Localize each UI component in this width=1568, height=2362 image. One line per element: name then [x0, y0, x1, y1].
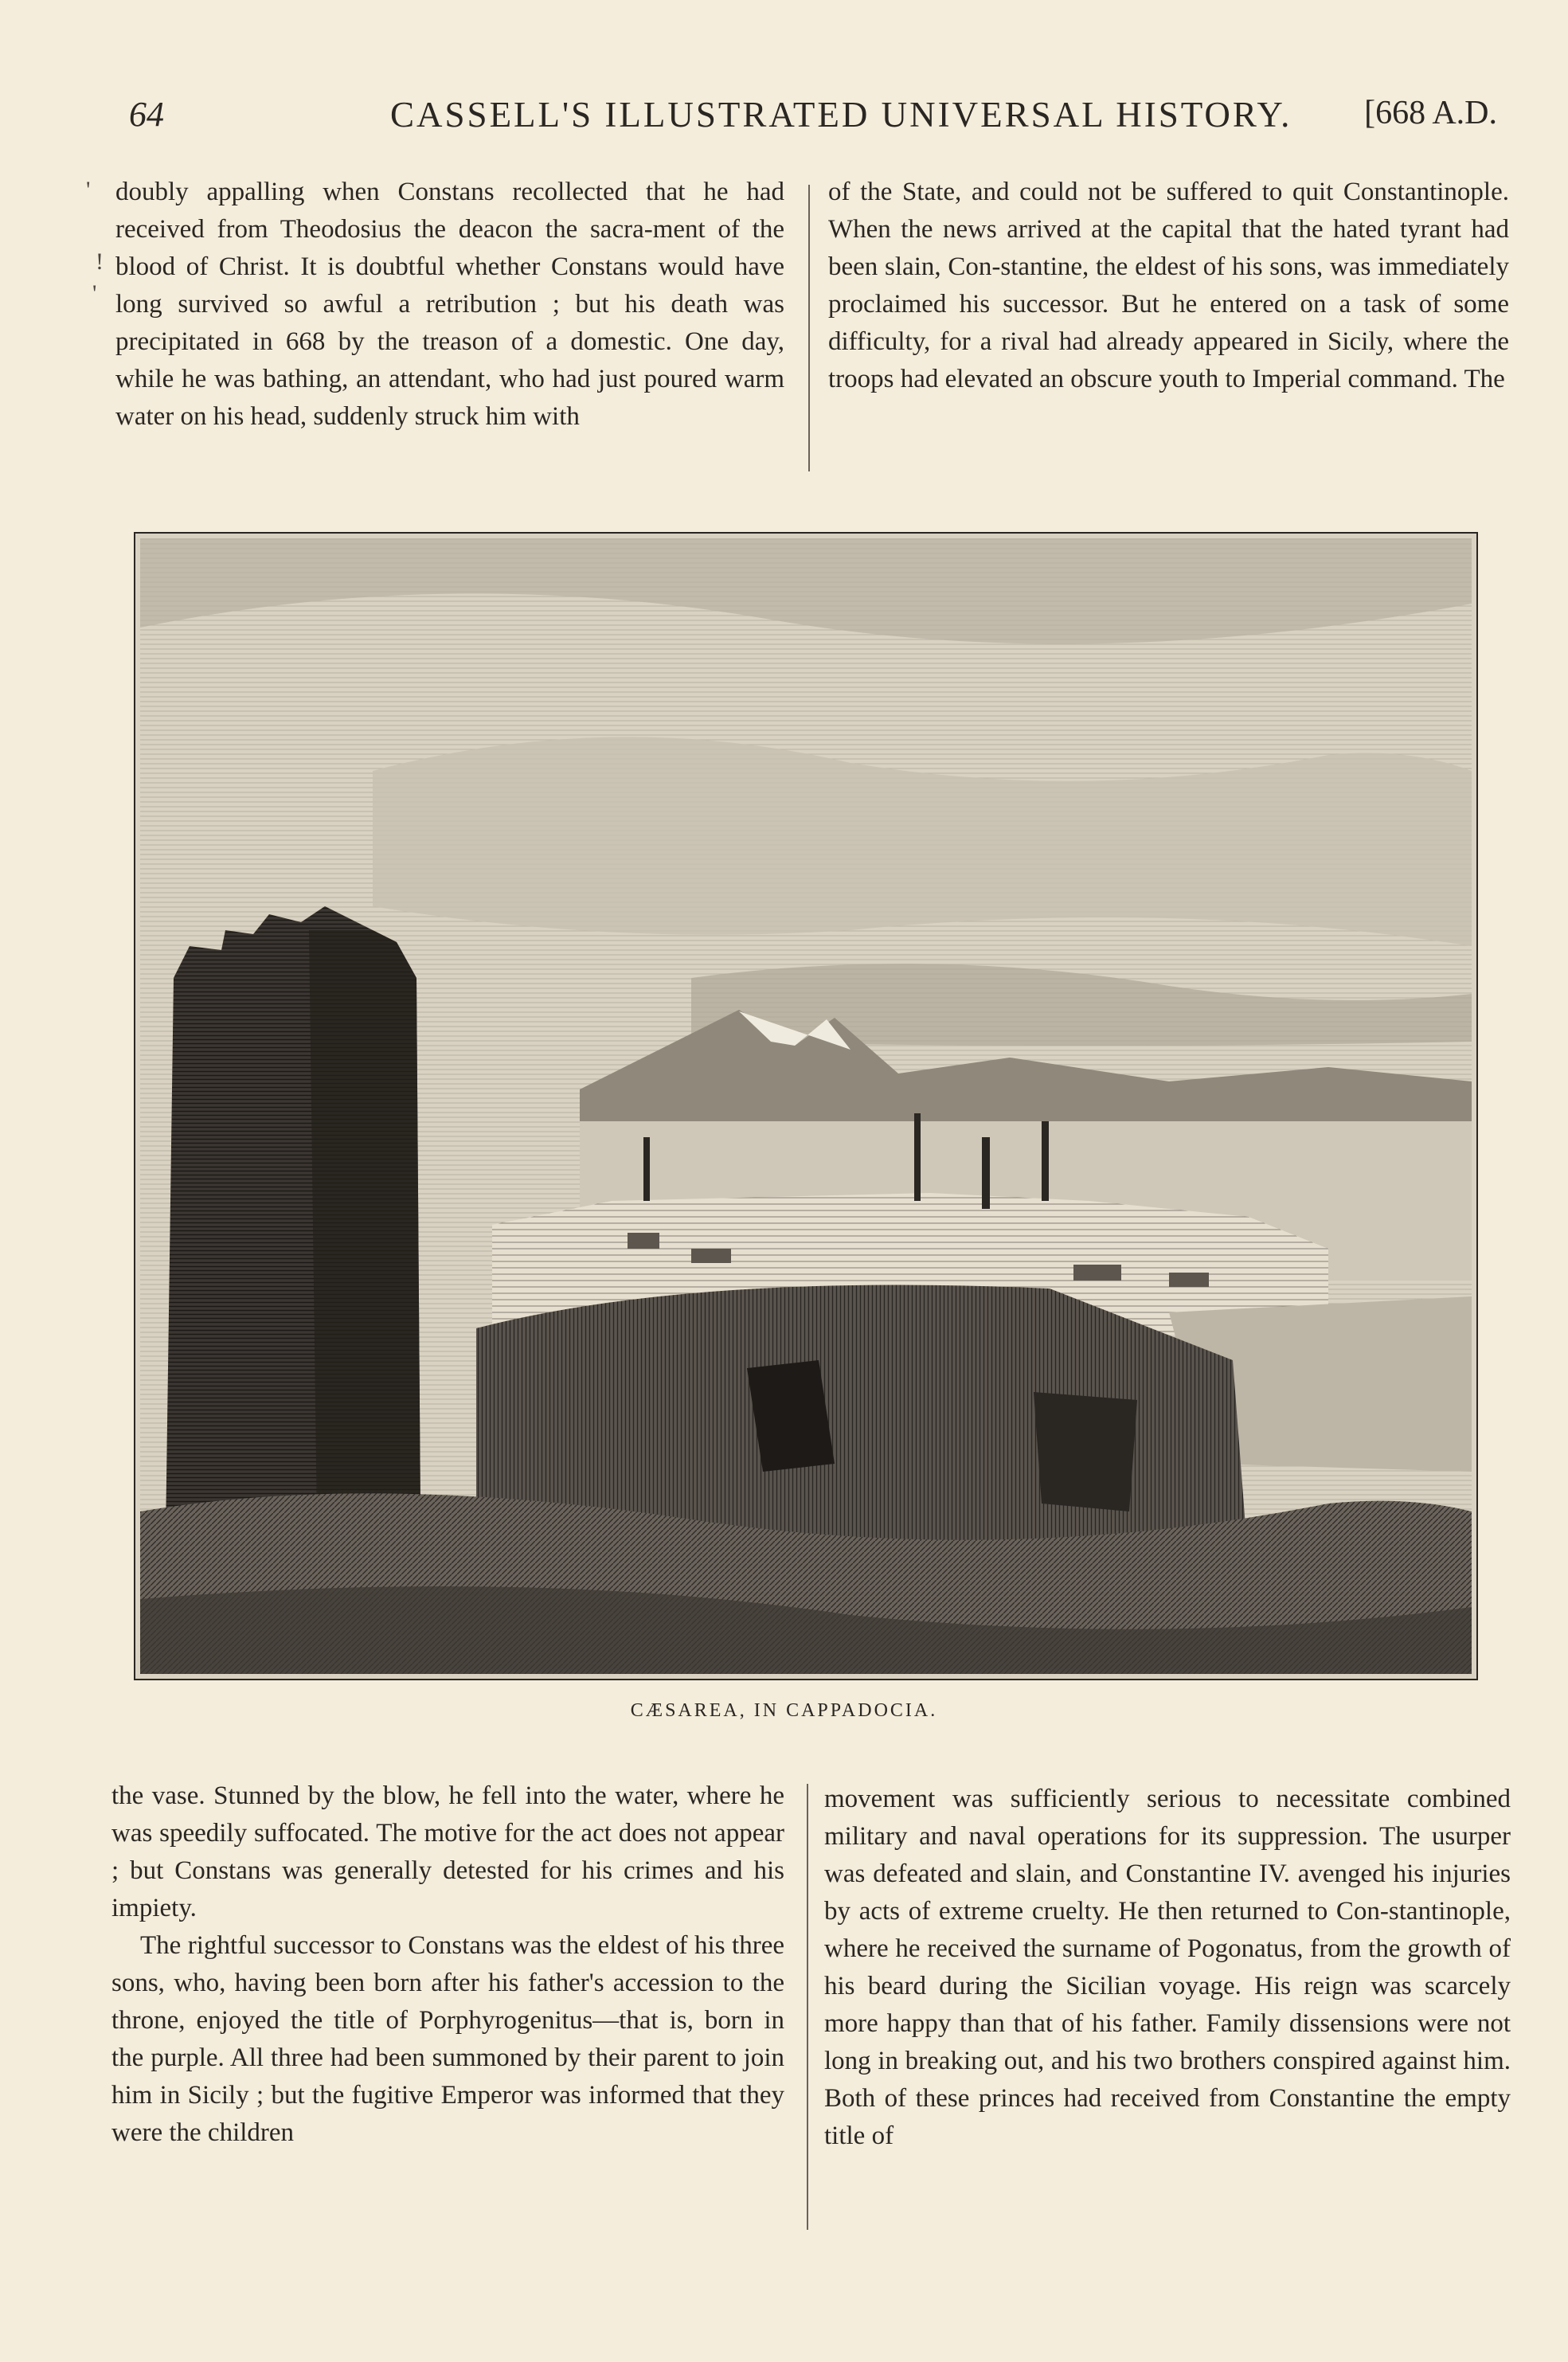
- paragraph: The rightful successor to Constans was the eldest of his three sons, who, having been born after his father's accession to the throne, enjoyed the title of Porphyrogenitus—that is, born in the purple. All three had been summoned by their parent to join him in Sicily ; but the fugitive Emperor was informed that they were the children: [111, 1931, 784, 2147]
- column-bottom-left: [111, 1777, 784, 2255]
- running-title: CASSELL'S ILLUSTRATED UNIVERSAL HISTORY.: [390, 95, 1292, 135]
- column-top-left: [115, 174, 784, 478]
- engraving-illustration: [134, 532, 1478, 1680]
- margin-mark: ': [86, 177, 91, 203]
- page-header: [127, 94, 1497, 150]
- paragraph: doubly appalling when Constans recollected that he had received from Theodosius the deacon the sacra-ment of the blood of Christ. It is doubtful whether Constans would have long survived so awful a retribution ; but his death was precipitated in 668 by the treason of a domestic. One day, while he was bathing, an attendant, who had just poured warm water on his head, suddenly struck him with: [115, 178, 784, 431]
- column-rule: [808, 185, 810, 471]
- column-top-right: [828, 174, 1509, 478]
- column-rule: [807, 1784, 808, 2230]
- column-bottom-right: [824, 1781, 1511, 2258]
- margin-mark: !: [96, 248, 104, 275]
- figure-caption: CÆSAREA, IN CAPPADOCIA.: [630, 1700, 938, 1721]
- page-number: 64: [129, 95, 164, 134]
- paragraph: the vase. Stunned by the blow, he fell into the water, where he was speedily suffocated. The motive for the act does not appear ; but Constans was generally detested for his crimes and his impiety.: [111, 1781, 784, 1922]
- paragraph: of the State, and could not be suffered to quit Constantinople. When the news arrived at the capital that the hated tyrant had been slain, Con-stantine, the eldest of his sons, was immediately proclaimed his successor. But he entered on a task of some difficulty, for a rival had already appeared in Sicily, where the troops had elevated an obscure youth to Imperial command. The: [828, 178, 1509, 393]
- header-date: [668 A.D.: [1364, 95, 1497, 131]
- engraving-caesarea-image: [134, 532, 1478, 1680]
- paragraph: movement was sufficiently serious to necessitate combined military and naval operations for its suppression. The usurper was defeated and slain, and Constantine IV. avenged his injuries by acts of extreme cruelty. He then returned to Con-stantinople, where he received the surname of Pogonatus, from the growth of his beard during the Sicilian voyage. His reign was scarcely more happy than that of his father. Family dissensions were not long in breaking out, and his two brothers conspired against him. Both of these princes had received from Constantine the empty title of: [824, 1785, 1511, 2150]
- margin-mark: ': [92, 280, 97, 307]
